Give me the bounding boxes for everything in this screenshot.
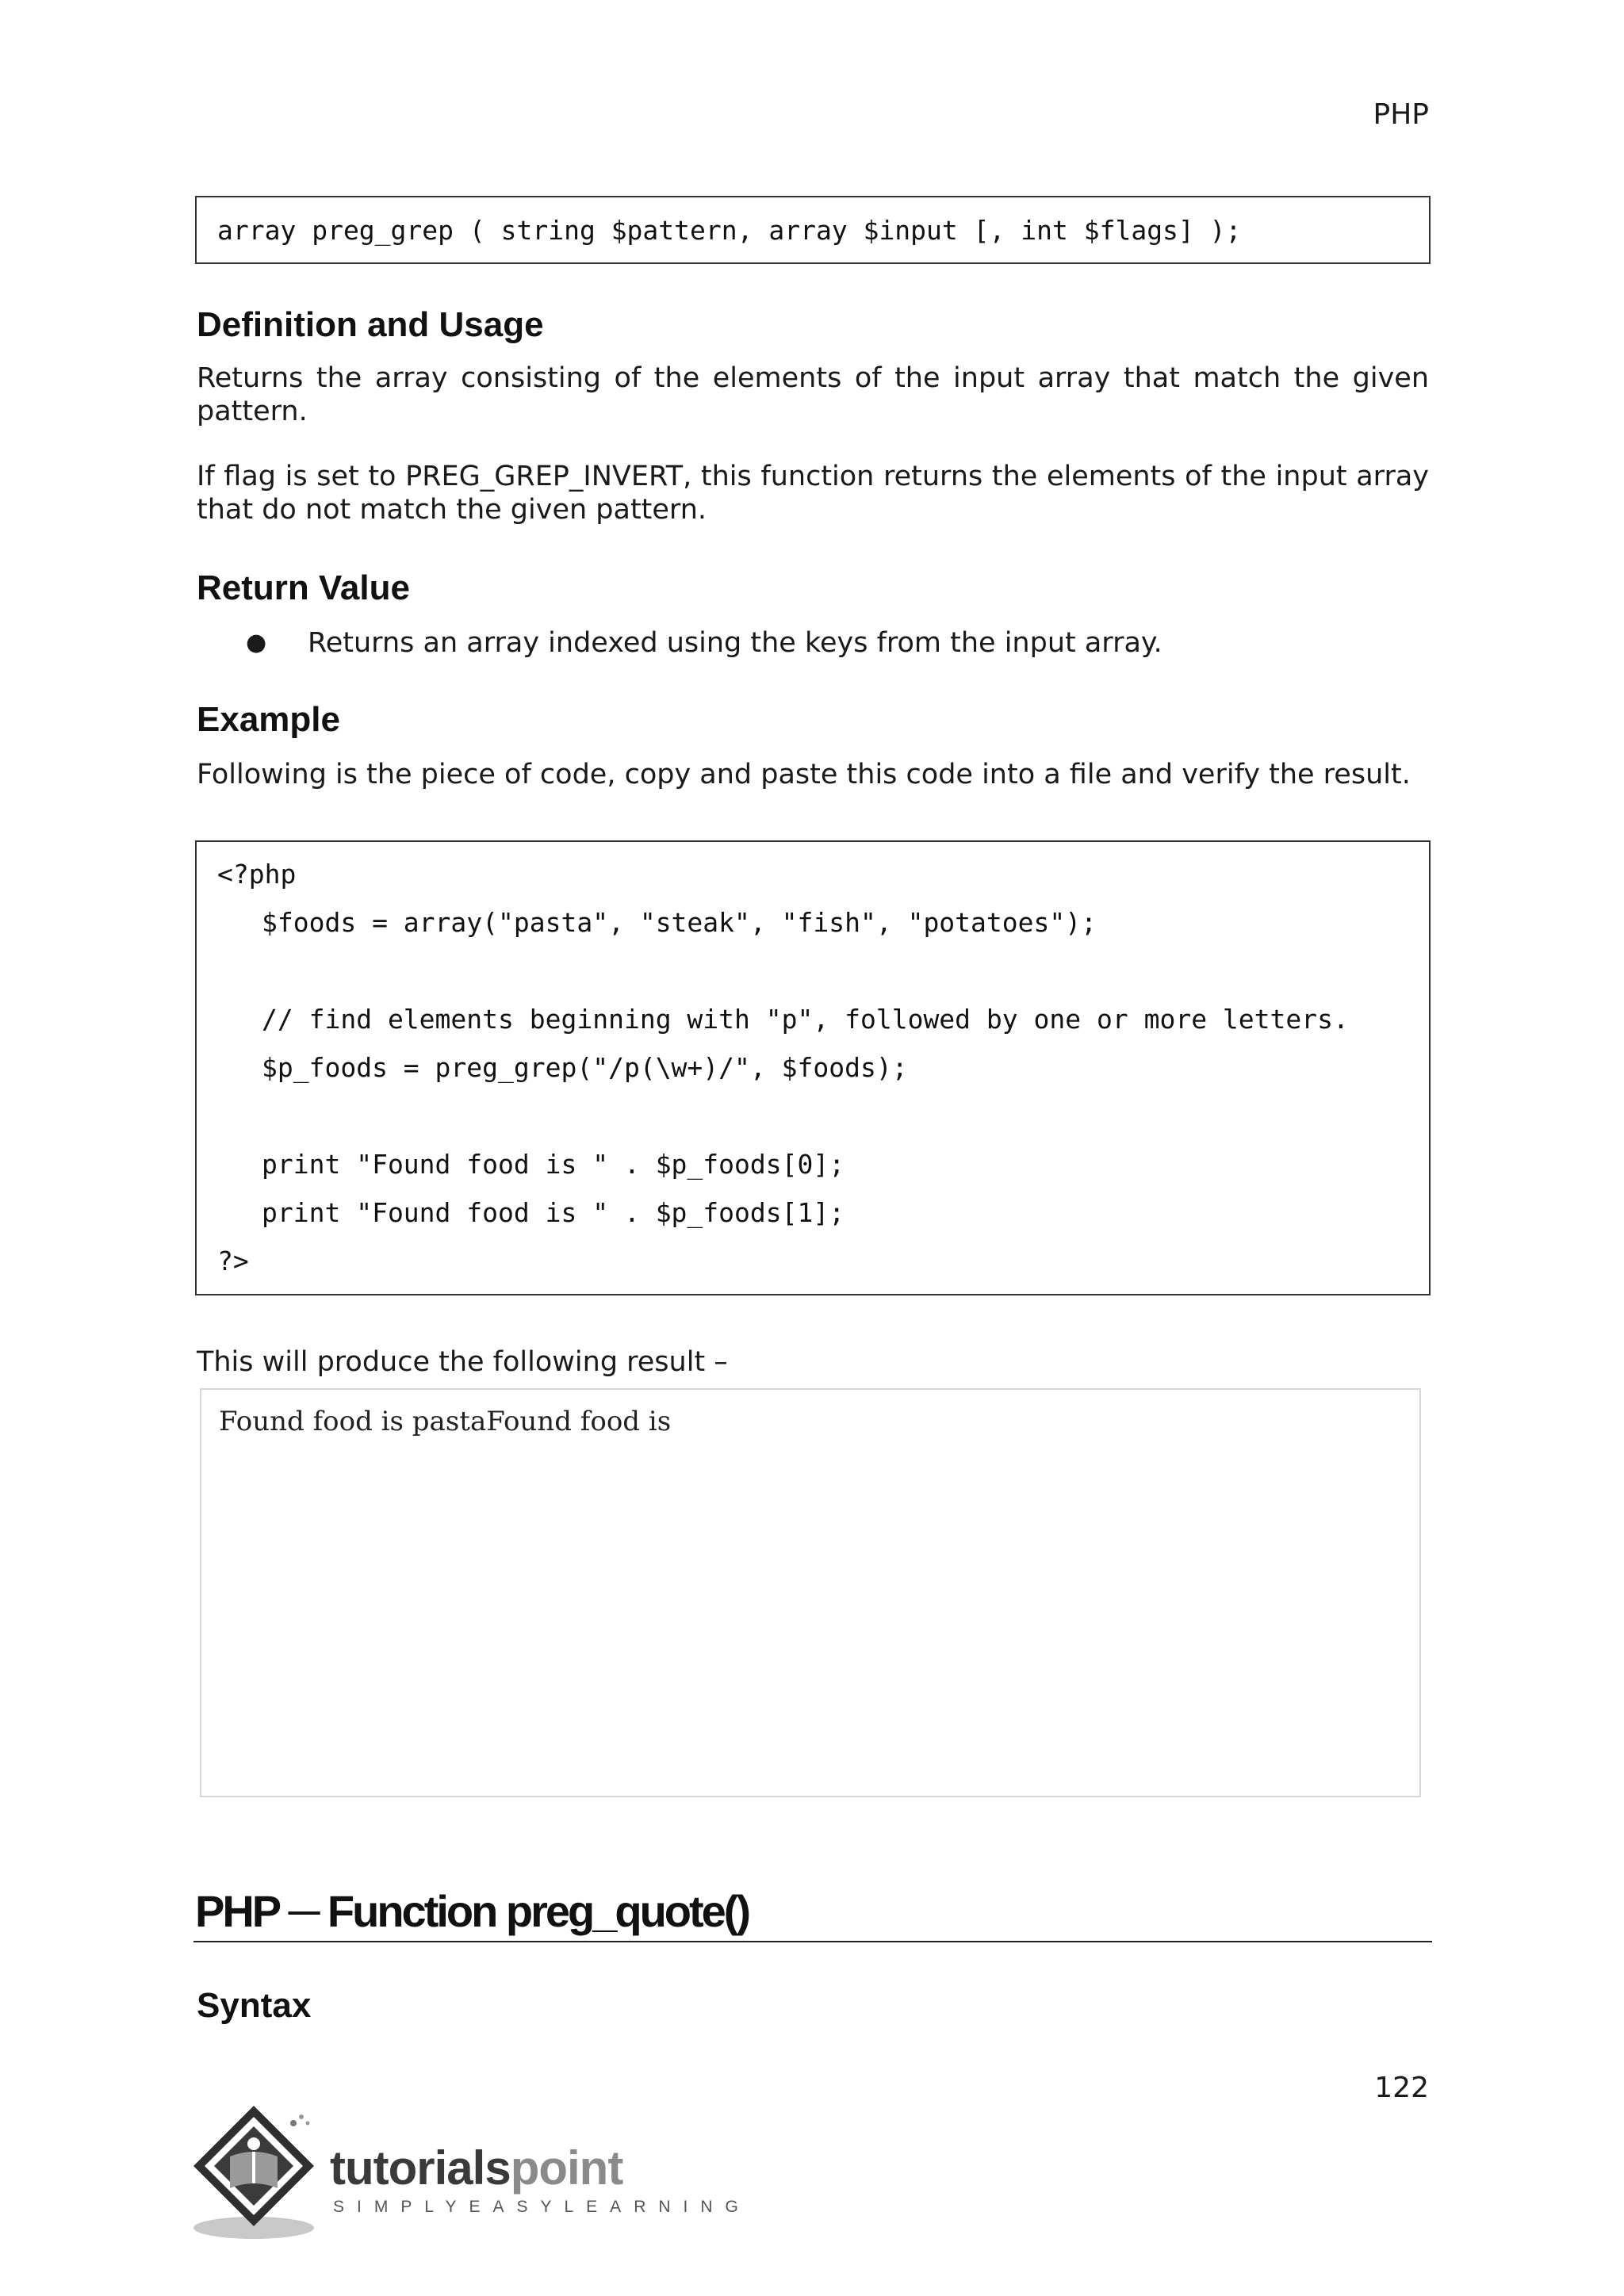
running-header: PHP (1373, 98, 1429, 131)
code-line: $foods = array("pasta", "steak", "fish", "potatoes"); (262, 907, 1097, 938)
definition-paragraph-2: If flag is set to PREG_GREP_INVERT, this function returns the elements of the input array that do not match the given pattern. (197, 461, 1429, 526)
return-value-heading: Return Value (197, 568, 410, 607)
return-value-list-item (197, 626, 1429, 660)
logo-wordmark: tutorialspoint (330, 2141, 623, 2195)
result-intro: This will produce the following result – (197, 1346, 728, 1378)
code-line: print "Found food is " . $p_foods[1]; (262, 1197, 845, 1228)
title-divider (193, 1941, 1432, 1942)
code-line: // find elements beginning with "p", followed by one or more letters. (262, 1004, 1349, 1035)
tutorialspoint-logo (189, 2099, 751, 2245)
logo-mark-icon (189, 2099, 331, 2245)
code-line: ?> (217, 1246, 249, 1276)
return-value-text: Returns an array indexed using the keys from the input array. (308, 627, 1162, 659)
code-line: $p_foods = preg_grep("/p(\w+)/", $foods); (262, 1052, 908, 1083)
result-output-text: Found food is pastaFound food is (219, 1406, 672, 1437)
code-line: print "Found food is " . $p_foods[0]; (262, 1149, 845, 1180)
result-output-box (200, 1388, 1421, 1797)
example-heading: Example (197, 700, 340, 739)
definition-heading: Definition and Usage (197, 305, 544, 344)
syntax-code-block: array preg_grep ( string $pattern, array $input [, int $flags] ); (195, 196, 1431, 264)
definition-paragraph-1: Returns the array consisting of the elements of the input array that match the given pattern. (197, 362, 1429, 427)
bullet-icon: ● (246, 629, 267, 656)
example-intro: Following is the piece of code, copy and paste this code into a file and verify the result. (197, 759, 1411, 790)
logo-tagline: SIMPLYEASYLEARNING (333, 2198, 751, 2216)
page-number: 122 (1374, 2072, 1429, 2104)
code-line: <?php (217, 859, 297, 890)
code-line (217, 955, 1408, 1003)
example-code-block (195, 840, 1431, 1295)
syntax-heading: Syntax (197, 1986, 312, 2025)
section-title: PHP ─ Function preg_quote() (195, 1886, 749, 1936)
code-line (217, 1100, 1408, 1148)
